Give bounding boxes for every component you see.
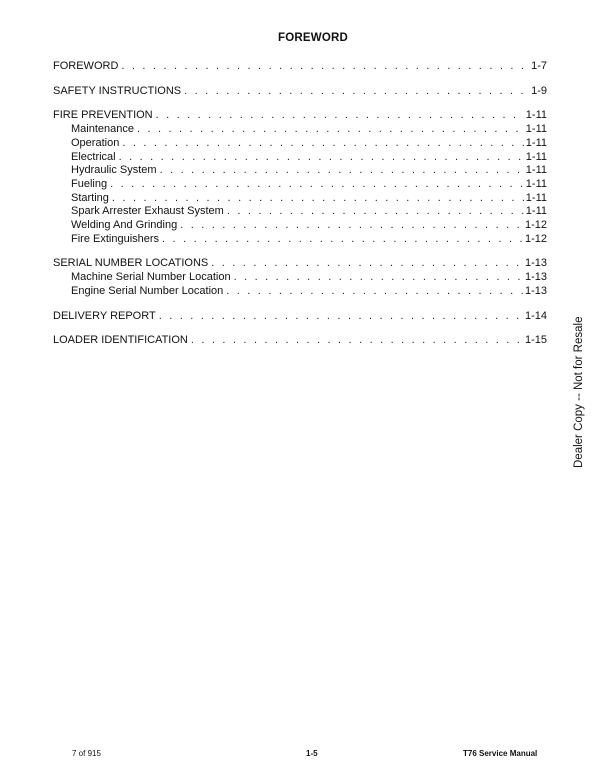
- watermark: [573, 310, 591, 470]
- toc-subentry: [53, 233, 547, 247]
- toc-subentry: [53, 192, 547, 206]
- toc-entry-page: 1-14: [524, 309, 547, 322]
- toc-section: [53, 334, 547, 348]
- toc-entry-label: Electrical: [71, 150, 116, 163]
- toc-subentry: [53, 164, 547, 178]
- toc-dot-leader: [112, 192, 524, 206]
- watermark-text: Dealer Copy -- Not for Resale: [573, 316, 585, 468]
- toc-entry-label: Fire Extinguishers: [71, 232, 160, 245]
- toc-entry: [53, 85, 547, 99]
- toc-entry-page: 1-13: [524, 257, 547, 270]
- toc-subentry: [53, 137, 547, 151]
- toc-dot-leader: [191, 334, 523, 348]
- toc-entry-label: Spark Arrester Exhaust System: [71, 205, 224, 218]
- toc-entry-label: Maintenance: [71, 123, 134, 136]
- toc-entry-page: 1-11: [525, 150, 547, 163]
- toc-subentry: [53, 271, 547, 285]
- toc-dot-leader: [110, 178, 524, 192]
- toc-entry-page: 1-7: [531, 60, 547, 72]
- toc-entry-page: 1-9: [531, 84, 547, 97]
- toc-section: [53, 310, 547, 324]
- toc-entry: [53, 310, 547, 324]
- toc-entry-label: Welding And Grinding: [71, 219, 178, 232]
- toc-entry: [53, 257, 547, 271]
- toc-entry-page: 1-13: [524, 271, 547, 284]
- toc-subentry: [53, 178, 547, 192]
- toc-dot-leader: [122, 137, 523, 151]
- toc-dot-leader: [119, 151, 524, 165]
- toc-entry-page: 1-13: [524, 284, 547, 297]
- page-title: FOREWORD: [278, 32, 348, 44]
- toc-entry-label: Operation: [71, 136, 120, 149]
- toc-entry-page: 1-11: [525, 164, 547, 177]
- toc-dot-leader: [162, 233, 523, 247]
- table-of-contents: [53, 60, 547, 359]
- toc-section: [53, 257, 547, 298]
- toc-entry-page: 1-11: [525, 136, 547, 149]
- toc-subentry: [53, 151, 547, 165]
- toc-entry-page: 1-11: [525, 177, 547, 190]
- toc-section: [53, 60, 547, 74]
- toc-entry-page: 1-11: [525, 191, 547, 204]
- toc-dot-leader: [137, 123, 524, 137]
- toc-entry-label: DELIVERY REPORT: [53, 309, 156, 322]
- toc-entry-label: Hydraulic System: [71, 164, 157, 177]
- toc-entry-label: Starting: [71, 191, 109, 204]
- toc-entry-page: 1-11: [525, 123, 547, 136]
- footer-page-number: 1-5: [306, 749, 318, 758]
- toc-dot-leader: [211, 257, 523, 271]
- toc-entry: [53, 109, 547, 123]
- toc-entry-label: Engine Serial Number Location: [71, 284, 224, 297]
- toc-entry-label: SAFETY INSTRUCTIONS: [53, 84, 182, 97]
- toc-entry-label: LOADER IDENTIFICATION: [53, 334, 188, 347]
- toc-subentry: [53, 285, 547, 299]
- toc-entry: [53, 334, 547, 348]
- toc-entry-label: SERIAL NUMBER LOCATIONS: [53, 257, 209, 270]
- toc-entry-label: FOREWORD: [53, 60, 119, 72]
- toc-dot-leader: [159, 310, 523, 324]
- toc-dot-leader: [156, 109, 524, 123]
- toc-entry-label: Machine Serial Number Location: [71, 271, 231, 284]
- toc-subentry: [53, 219, 547, 233]
- toc-dot-leader: [227, 205, 524, 219]
- toc-subentry: [53, 123, 547, 137]
- toc-entry-page: 1-12: [524, 219, 547, 232]
- toc-dot-leader: [160, 164, 524, 178]
- toc-dot-leader: [184, 85, 529, 99]
- toc-entry-label: FIRE PREVENTION: [53, 109, 153, 122]
- footer-page-count: 7 of 915: [72, 749, 101, 758]
- toc-entry-page: 1-15: [524, 334, 547, 347]
- toc-entry-page: 1-11: [525, 109, 547, 122]
- footer-manual-title: T76 Service Manual: [463, 749, 538, 758]
- toc-entry-page: 1-11: [525, 205, 547, 218]
- toc-dot-leader: [234, 271, 523, 285]
- toc-entry-page: 1-12: [524, 232, 547, 245]
- toc-entry-label: Fueling: [71, 177, 108, 190]
- toc-section: [53, 85, 547, 99]
- toc-subentry: [53, 205, 547, 219]
- toc-dot-leader: [226, 285, 523, 299]
- toc-entry: [53, 60, 547, 74]
- toc-dot-leader: [180, 219, 523, 233]
- toc-dot-leader: [121, 60, 529, 74]
- toc-section: [53, 109, 547, 246]
